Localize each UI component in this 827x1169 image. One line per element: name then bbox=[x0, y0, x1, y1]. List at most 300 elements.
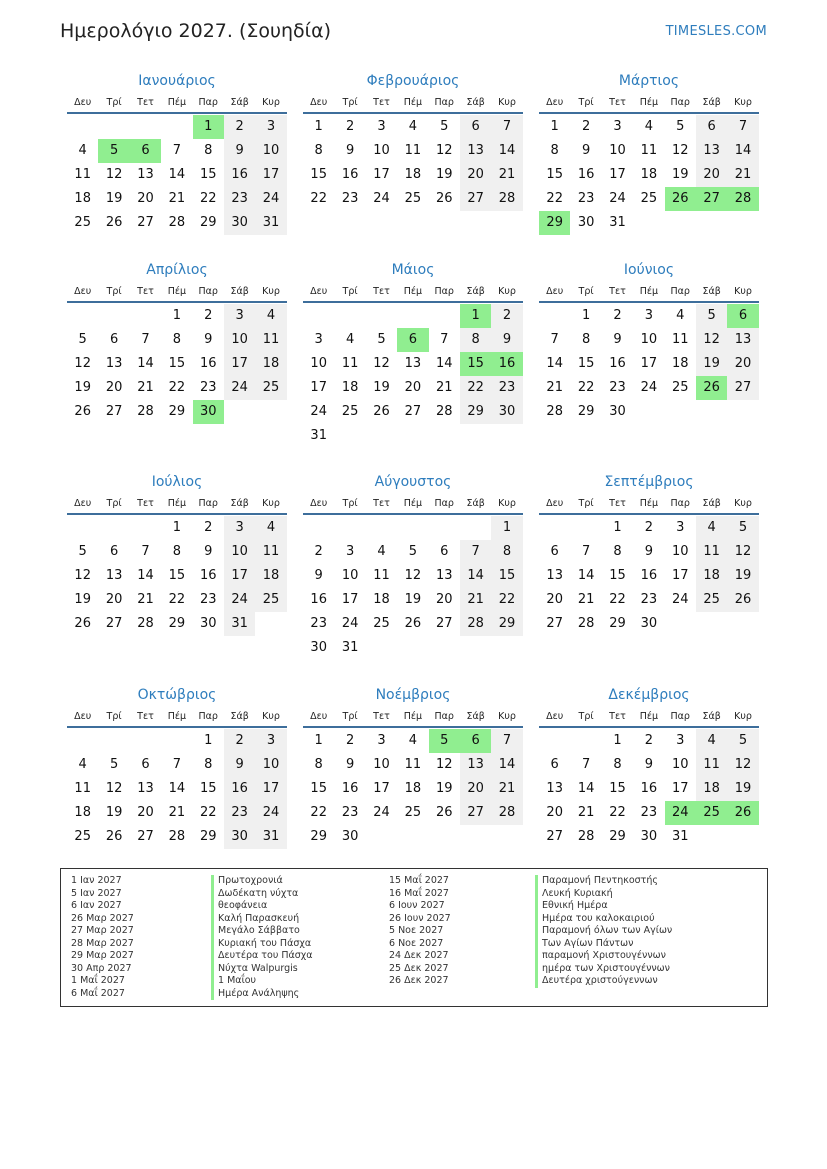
weekday-label: Δευ bbox=[74, 285, 92, 297]
holiday-day-cell: 28 bbox=[727, 187, 758, 211]
weekday-label: Πέμ bbox=[167, 710, 187, 722]
day-cell: 16 bbox=[224, 777, 255, 801]
weekday-label: Παρ bbox=[670, 285, 690, 297]
weekday-label: Τρί bbox=[578, 285, 594, 297]
empty-cell bbox=[67, 516, 98, 540]
day-cell: 11 bbox=[341, 356, 359, 371]
empty-cell bbox=[303, 516, 334, 540]
day-cell: 14 bbox=[137, 568, 154, 583]
day-cell: 13 bbox=[727, 328, 758, 352]
day-cell: 29 bbox=[199, 215, 217, 230]
weekday-label: Σάβ bbox=[702, 710, 721, 722]
day-grid bbox=[303, 515, 523, 660]
day-cell: 8 bbox=[314, 757, 323, 772]
weekday-label: Τρί bbox=[106, 96, 122, 108]
day-cell: 3 bbox=[345, 544, 355, 559]
empty-cell bbox=[130, 516, 161, 540]
month-name: Οκτώβριος bbox=[137, 687, 217, 703]
legend-names-col-1 bbox=[211, 875, 313, 1000]
day-cell: 29 bbox=[310, 829, 327, 844]
legend-date: 1 Ιαν 2027 bbox=[71, 875, 122, 886]
day-cell: 11 bbox=[404, 143, 422, 158]
day-cell: 10 bbox=[255, 139, 286, 163]
day-cell: 1 bbox=[613, 520, 622, 535]
day-cell: 20 bbox=[546, 592, 563, 607]
day-cell: 19 bbox=[404, 592, 422, 607]
day-cell: 26 bbox=[105, 215, 123, 230]
day-cell: 14 bbox=[491, 753, 522, 777]
day-cell: 30 bbox=[310, 640, 327, 655]
weekday-label: Τρί bbox=[342, 96, 358, 108]
day-cell: 24 bbox=[640, 380, 658, 395]
legend-holiday-name: Δευτέρα χριστούγεννων bbox=[535, 975, 672, 988]
day-cell: 25 bbox=[255, 376, 286, 400]
legend-holiday-name: Πρωτοχρονιά bbox=[211, 875, 313, 888]
holiday-day-cell: 6 bbox=[130, 139, 161, 163]
month-block bbox=[303, 471, 523, 660]
day-cell: 3 bbox=[224, 304, 255, 328]
empty-cell bbox=[366, 304, 397, 328]
weekday-label: Σάβ bbox=[466, 497, 485, 509]
legend-holiday-name: 1 Μαΐου bbox=[211, 975, 313, 988]
weekday-label: Τετ bbox=[137, 285, 154, 297]
day-cell: 4 bbox=[377, 544, 386, 559]
holiday-day-cell: 25 bbox=[696, 801, 727, 825]
day-cell: 21 bbox=[491, 777, 522, 801]
legend-holiday-name: θεοφάνεια bbox=[211, 900, 313, 913]
empty-cell bbox=[98, 729, 129, 753]
empty-cell bbox=[161, 115, 192, 139]
legend-date: 30 Απρ 2027 bbox=[71, 962, 132, 974]
day-cell: 17 bbox=[310, 380, 327, 395]
legend-holiday-name: ημέρα των Χριστουγέννων bbox=[535, 963, 672, 976]
day-cell: 23 bbox=[577, 191, 595, 206]
day-cell: 20 bbox=[105, 380, 123, 395]
day-cell: 29 bbox=[609, 616, 626, 631]
weekday-label: Σάβ bbox=[466, 285, 485, 297]
day-cell: 14 bbox=[727, 139, 758, 163]
day-cell: 23 bbox=[640, 592, 658, 607]
day-cell: 5 bbox=[109, 757, 119, 772]
day-cell: 23 bbox=[199, 380, 217, 395]
day-cell: 31 bbox=[255, 211, 286, 235]
legend-holiday-name: Κυριακή του Πάσχα bbox=[211, 938, 313, 951]
day-cell: 5 bbox=[696, 304, 727, 328]
day-cell: 2 bbox=[345, 119, 355, 134]
day-cell: 7 bbox=[581, 544, 591, 559]
legend-holiday-name: Των Αγίων Πάντων bbox=[535, 938, 672, 951]
day-cell: 8 bbox=[550, 143, 559, 158]
day-cell: 26 bbox=[727, 588, 758, 612]
holiday-legend bbox=[60, 868, 768, 1007]
day-cell: 25 bbox=[404, 191, 422, 206]
day-cell: 22 bbox=[577, 380, 595, 395]
day-cell: 16 bbox=[310, 592, 327, 607]
day-cell: 5 bbox=[408, 544, 417, 559]
weekday-label: Τρί bbox=[106, 710, 122, 722]
day-cell: 2 bbox=[644, 520, 653, 535]
weekday-label: Σάβ bbox=[702, 285, 721, 297]
empty-cell bbox=[366, 516, 397, 540]
day-cell: 13 bbox=[105, 356, 123, 371]
weekday-label: Παρ bbox=[198, 710, 218, 722]
empty-cell bbox=[334, 516, 365, 540]
day-cell: 17 bbox=[224, 564, 255, 588]
day-cell: 19 bbox=[696, 352, 727, 376]
weekday-label: Κυρ bbox=[262, 710, 280, 722]
month-name: Αύγουστος bbox=[374, 474, 452, 490]
month-block bbox=[67, 259, 287, 424]
month-name: Φεβρουάριος bbox=[366, 73, 460, 89]
day-cell: 5 bbox=[78, 544, 87, 559]
day-cell: 9 bbox=[204, 332, 213, 347]
day-cell: 4 bbox=[696, 516, 727, 540]
day-cell: 1 bbox=[172, 308, 181, 323]
day-cell: 17 bbox=[671, 568, 689, 583]
day-cell: 9 bbox=[644, 757, 653, 772]
day-cell: 14 bbox=[168, 781, 186, 796]
month-block bbox=[303, 70, 523, 211]
day-cell: 31 bbox=[310, 428, 327, 443]
day-cell: 21 bbox=[168, 191, 186, 206]
day-cell: 22 bbox=[609, 592, 626, 607]
day-cell: 11 bbox=[640, 143, 658, 158]
month-name: Απρίλιος bbox=[146, 262, 208, 278]
day-cell: 22 bbox=[199, 805, 217, 820]
day-cell: 23 bbox=[341, 805, 359, 820]
day-cell: 19 bbox=[435, 781, 453, 796]
weekday-label: Κυρ bbox=[262, 285, 280, 297]
day-cell: 25 bbox=[255, 588, 286, 612]
legend-holiday-name: Καλή Παρασκευή bbox=[211, 913, 313, 926]
empty-cell bbox=[570, 516, 601, 540]
weekday-label: Δευ bbox=[74, 96, 92, 108]
day-cell: 23 bbox=[640, 805, 658, 820]
day-cell: 9 bbox=[224, 139, 255, 163]
month-name: Ιούλιος bbox=[151, 474, 203, 490]
weekday-label: Σάβ bbox=[230, 285, 249, 297]
day-cell: 27 bbox=[404, 404, 422, 419]
month-block bbox=[67, 471, 287, 636]
weekday-label: Τετ bbox=[373, 710, 390, 722]
day-cell: 15 bbox=[199, 781, 217, 796]
day-grid bbox=[303, 303, 523, 448]
day-cell: 4 bbox=[78, 757, 87, 772]
day-cell: 24 bbox=[224, 376, 255, 400]
month-name: Μάιος bbox=[391, 262, 435, 278]
day-cell: 2 bbox=[613, 308, 622, 323]
weekday-label: Σάβ bbox=[466, 710, 485, 722]
day-cell: 21 bbox=[577, 592, 595, 607]
legend-holiday-name: Λευκή Κυριακή bbox=[535, 888, 672, 901]
day-cell: 1 bbox=[172, 520, 181, 535]
weekday-label: Κυρ bbox=[734, 497, 752, 509]
day-cell: 7 bbox=[491, 115, 522, 139]
day-cell: 7 bbox=[141, 544, 150, 559]
day-cell: 9 bbox=[345, 143, 355, 158]
day-cell: 2 bbox=[224, 729, 255, 753]
day-cell: 24 bbox=[341, 616, 359, 631]
day-cell: 11 bbox=[696, 540, 727, 564]
day-cell: 9 bbox=[204, 544, 213, 559]
day-cell: 26 bbox=[74, 616, 91, 631]
day-cell: 28 bbox=[460, 612, 491, 636]
weekday-label: Τρί bbox=[342, 285, 358, 297]
day-cell: 10 bbox=[255, 753, 286, 777]
day-cell: 11 bbox=[373, 568, 390, 583]
day-cell: 23 bbox=[491, 376, 522, 400]
day-cell: 13 bbox=[546, 568, 563, 583]
day-cell: 19 bbox=[373, 380, 390, 395]
day-cell: 15 bbox=[546, 167, 563, 182]
weekday-label: Σάβ bbox=[466, 96, 485, 108]
legend-holiday-name: Εθνική Ημέρα bbox=[535, 900, 672, 913]
empty-cell bbox=[539, 516, 570, 540]
legend-date: 6 Μαΐ 2027 bbox=[71, 987, 125, 999]
weekday-label: Τετ bbox=[137, 96, 154, 108]
day-cell: 4 bbox=[345, 332, 355, 347]
month-block bbox=[303, 684, 523, 849]
day-cell: 10 bbox=[373, 757, 390, 772]
day-cell: 17 bbox=[671, 781, 689, 796]
month-name: Νοέμβριος bbox=[375, 687, 451, 703]
day-cell: 17 bbox=[373, 167, 390, 182]
day-cell: 21 bbox=[546, 380, 563, 395]
legend-holiday-name: Δωδέκατη νύχτα bbox=[211, 888, 313, 901]
day-cell: 12 bbox=[671, 143, 689, 158]
day-cell: 15 bbox=[310, 167, 327, 182]
day-cell: 3 bbox=[255, 115, 286, 139]
day-cell: 9 bbox=[345, 757, 355, 772]
weekday-label: Τετ bbox=[609, 96, 626, 108]
weekday-header bbox=[539, 493, 759, 515]
weekday-label: Παρ bbox=[670, 710, 690, 722]
weekday-label: Δευ bbox=[546, 497, 564, 509]
day-cell: 18 bbox=[373, 592, 390, 607]
day-cell: 29 bbox=[577, 404, 595, 419]
day-cell: 12 bbox=[727, 540, 758, 564]
weekday-label: Τετ bbox=[373, 497, 390, 509]
day-cell: 26 bbox=[105, 829, 123, 844]
day-cell: 5 bbox=[78, 332, 87, 347]
day-cell: 2 bbox=[644, 733, 653, 748]
month-block bbox=[67, 684, 287, 849]
day-cell: 19 bbox=[727, 777, 758, 801]
holiday-day-cell: 1 bbox=[193, 115, 224, 139]
day-cell: 12 bbox=[435, 143, 453, 158]
day-cell: 7 bbox=[727, 115, 758, 139]
day-cell: 7 bbox=[550, 332, 559, 347]
day-cell: 17 bbox=[255, 777, 286, 801]
weekday-label: Δευ bbox=[546, 710, 564, 722]
day-cell: 12 bbox=[74, 356, 91, 371]
day-cell: 22 bbox=[491, 588, 522, 612]
day-cell: 6 bbox=[141, 757, 150, 772]
day-cell: 10 bbox=[640, 332, 658, 347]
day-cell: 9 bbox=[581, 143, 591, 158]
day-cell: 27 bbox=[460, 187, 491, 211]
day-cell: 16 bbox=[199, 356, 217, 371]
legend-holiday-name: Δευτέρα του Πάσχα bbox=[211, 950, 313, 963]
day-cell: 26 bbox=[435, 805, 453, 820]
day-cell: 28 bbox=[577, 829, 595, 844]
holiday-day-cell: 30 bbox=[193, 400, 224, 424]
day-cell: 10 bbox=[341, 568, 359, 583]
day-cell: 3 bbox=[676, 520, 685, 535]
day-cell: 16 bbox=[640, 568, 658, 583]
day-cell: 12 bbox=[105, 781, 123, 796]
day-cell: 25 bbox=[341, 404, 359, 419]
day-cell: 15 bbox=[609, 781, 626, 796]
day-cell: 14 bbox=[491, 139, 522, 163]
day-cell: 2 bbox=[204, 520, 213, 535]
empty-cell bbox=[130, 115, 161, 139]
day-cell: 20 bbox=[546, 805, 563, 820]
empty-cell bbox=[334, 304, 365, 328]
day-cell: 7 bbox=[460, 540, 491, 564]
day-cell: 30 bbox=[224, 825, 255, 849]
day-grid bbox=[539, 728, 759, 849]
weekday-label: Σάβ bbox=[230, 710, 249, 722]
day-cell: 22 bbox=[168, 592, 186, 607]
day-cell: 18 bbox=[640, 167, 658, 182]
weekday-header bbox=[67, 706, 287, 728]
holiday-day-cell: 26 bbox=[665, 187, 696, 211]
weekday-label: Δευ bbox=[310, 285, 328, 297]
day-cell: 17 bbox=[341, 592, 359, 607]
weekday-label: Τρί bbox=[578, 710, 594, 722]
legend-date: 16 Μαΐ 2027 bbox=[389, 887, 449, 899]
legend-names-col-2 bbox=[535, 875, 672, 988]
day-cell: 26 bbox=[404, 616, 422, 631]
legend-holiday-name: Παραμονή όλων των Αγίων bbox=[535, 925, 672, 938]
day-cell: 4 bbox=[255, 304, 286, 328]
legend-date: 6 Νοε 2027 bbox=[389, 937, 444, 949]
holiday-day-cell: 5 bbox=[98, 139, 129, 163]
legend-date: 26 Μαρ 2027 bbox=[71, 912, 134, 924]
day-cell: 25 bbox=[373, 616, 390, 631]
legend-date: 5 Νοε 2027 bbox=[389, 925, 444, 936]
day-cell: 15 bbox=[168, 568, 186, 583]
day-cell: 20 bbox=[404, 380, 422, 395]
empty-cell bbox=[98, 115, 129, 139]
day-grid bbox=[67, 114, 287, 235]
day-grid bbox=[303, 114, 523, 211]
day-cell: 15 bbox=[310, 781, 327, 796]
day-cell: 18 bbox=[255, 352, 286, 376]
weekday-label: Δευ bbox=[546, 285, 564, 297]
day-cell: 3 bbox=[224, 516, 255, 540]
day-cell: 21 bbox=[435, 380, 453, 395]
legend-date: 15 Μαΐ 2027 bbox=[389, 875, 449, 886]
day-cell: 28 bbox=[546, 404, 563, 419]
day-cell: 19 bbox=[74, 380, 91, 395]
day-cell: 14 bbox=[577, 568, 595, 583]
day-cell: 11 bbox=[255, 328, 286, 352]
weekday-label: Τρί bbox=[106, 497, 122, 509]
day-cell: 13 bbox=[404, 356, 422, 371]
empty-cell bbox=[130, 304, 161, 328]
month-block bbox=[539, 471, 759, 636]
day-cell: 21 bbox=[577, 805, 595, 820]
day-cell: 10 bbox=[224, 540, 255, 564]
weekday-label: Κυρ bbox=[498, 285, 516, 297]
weekday-label: Παρ bbox=[670, 497, 690, 509]
month-block bbox=[539, 70, 759, 235]
day-cell: 9 bbox=[613, 332, 622, 347]
weekday-label: Δευ bbox=[310, 96, 328, 108]
empty-cell bbox=[303, 304, 334, 328]
day-grid bbox=[303, 728, 523, 849]
day-cell: 12 bbox=[74, 568, 91, 583]
day-cell: 19 bbox=[727, 564, 758, 588]
day-cell: 18 bbox=[696, 777, 727, 801]
day-cell: 18 bbox=[696, 564, 727, 588]
day-cell: 8 bbox=[581, 332, 591, 347]
day-cell: 20 bbox=[727, 352, 758, 376]
brand-link[interactable]: TIMESLES.COM bbox=[665, 24, 767, 39]
day-cell: 25 bbox=[671, 380, 689, 395]
day-cell: 3 bbox=[377, 733, 386, 748]
day-cell: 21 bbox=[491, 163, 522, 187]
day-cell: 19 bbox=[105, 191, 123, 206]
day-cell: 31 bbox=[255, 825, 286, 849]
holiday-day-cell: 6 bbox=[460, 729, 491, 753]
day-cell: 13 bbox=[696, 139, 727, 163]
day-cell: 14 bbox=[435, 356, 453, 371]
day-cell: 28 bbox=[137, 616, 154, 631]
weekday-label: Σάβ bbox=[702, 96, 721, 108]
day-cell: 26 bbox=[435, 191, 453, 206]
day-cell: 23 bbox=[224, 187, 255, 211]
legend-date: 5 Ιαν 2027 bbox=[71, 887, 122, 899]
day-cell: 19 bbox=[435, 167, 453, 182]
weekday-header bbox=[67, 493, 287, 515]
day-cell: 26 bbox=[373, 404, 390, 419]
weekday-header bbox=[539, 281, 759, 303]
weekday-label: Παρ bbox=[434, 96, 454, 108]
day-cell: 27 bbox=[546, 829, 563, 844]
day-cell: 30 bbox=[224, 211, 255, 235]
day-cell: 2 bbox=[224, 115, 255, 139]
day-cell: 1 bbox=[613, 733, 622, 748]
day-cell: 4 bbox=[408, 119, 417, 134]
day-cell: 26 bbox=[74, 404, 91, 419]
day-grid bbox=[539, 114, 759, 235]
empty-cell bbox=[539, 729, 570, 753]
weekday-label: Πέμ bbox=[403, 497, 423, 509]
weekday-label: Σάβ bbox=[702, 497, 721, 509]
holiday-day-cell: 15 bbox=[460, 352, 491, 376]
day-cell: 12 bbox=[696, 328, 727, 352]
day-cell: 29 bbox=[168, 404, 186, 419]
day-cell: 27 bbox=[137, 215, 154, 230]
legend-date: 25 Δεκ 2027 bbox=[389, 962, 449, 974]
weekday-label: Πέμ bbox=[639, 710, 659, 722]
weekday-label: Παρ bbox=[434, 710, 454, 722]
day-cell: 15 bbox=[577, 356, 595, 371]
weekday-label: Παρ bbox=[434, 497, 454, 509]
day-cell: 17 bbox=[609, 167, 626, 182]
day-cell: 10 bbox=[609, 143, 626, 158]
day-cell: 29 bbox=[609, 829, 626, 844]
day-cell: 22 bbox=[546, 191, 563, 206]
weekday-label: Τρί bbox=[578, 96, 594, 108]
day-cell: 10 bbox=[310, 356, 327, 371]
day-cell: 14 bbox=[168, 167, 186, 182]
day-cell: 11 bbox=[671, 332, 689, 347]
empty-cell bbox=[570, 729, 601, 753]
